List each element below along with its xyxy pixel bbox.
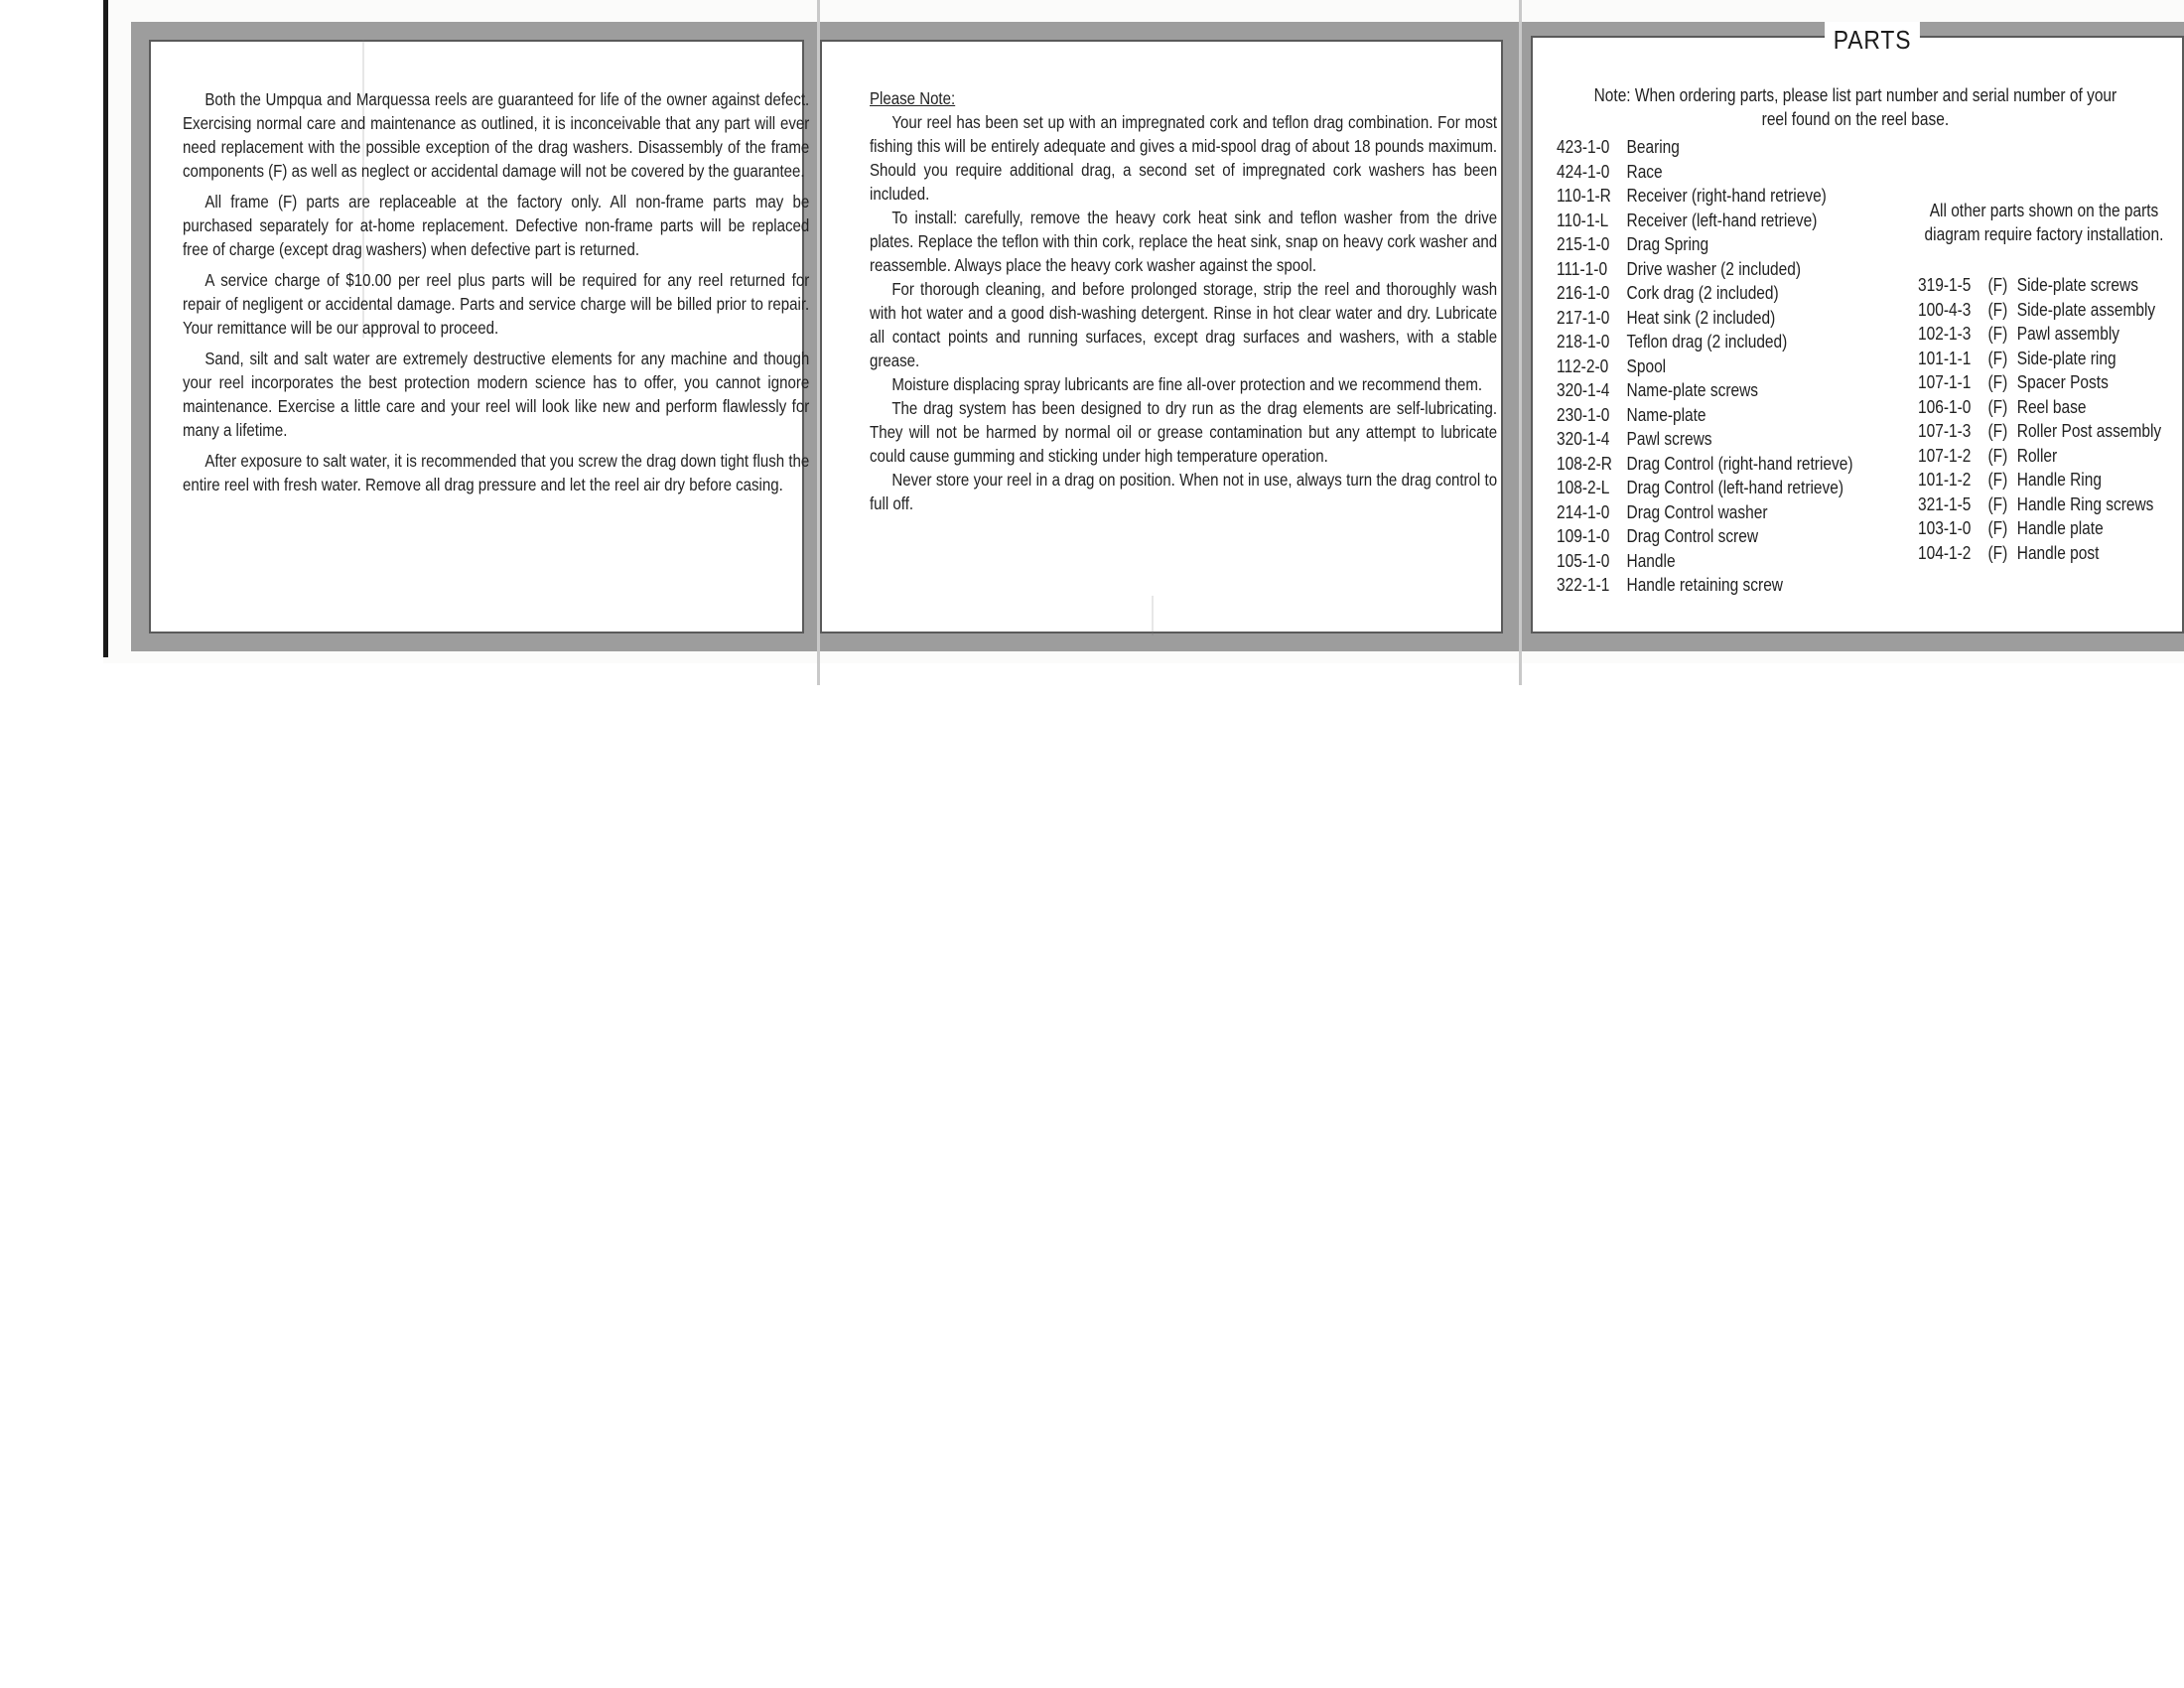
part-number: 216-1-0 xyxy=(1557,283,1610,303)
frame-flag: (F) xyxy=(1987,421,2008,441)
part-name: Side-plate ring xyxy=(2016,348,2116,368)
part-row xyxy=(1557,500,1915,525)
part-name: Name-plate xyxy=(1626,404,1706,425)
part-number: 218-1-0 xyxy=(1557,332,1610,352)
ordering-note: Note: When ordering parts, please list part number and serial number of your reel found on the reel base. xyxy=(1593,85,2117,129)
part-name: Race xyxy=(1626,161,1663,182)
frame-flag: (F) xyxy=(1987,299,2008,320)
part-number: 319-1-5 xyxy=(1918,275,1972,295)
frame-flag: (F) xyxy=(1987,470,2008,490)
paragraph: All frame (F) parts are replaceable at the factory only. All non-frame parts may be purchased separately for at-home replacement. Defective non-frame parts will be replaced free of charge (except drag washers) when defective part is returned. xyxy=(183,192,810,259)
part-name: Name-plate screws xyxy=(1626,380,1759,400)
part-name: Handle Ring xyxy=(2016,470,2102,490)
guarantee-text xyxy=(183,87,809,503)
part-number: 110-1-L xyxy=(1557,210,1609,230)
part-row xyxy=(1557,306,1915,331)
factory-part-row xyxy=(1918,395,2184,420)
paragraph: A service charge of $10.00 per reel plus parts will be required for any reel returned for repair of negligent or accidental damage. Parts and service charge will be billed prior to repair. Your remittance will be our approval to proceed. xyxy=(183,270,810,338)
part-row xyxy=(1557,257,1915,282)
factory-installation-note: All other parts shown on the parts diagram require factory installation. xyxy=(1924,201,2164,244)
part-number: 101-1-2 xyxy=(1918,470,1972,490)
fold-line xyxy=(817,0,820,685)
part-name: Heat sink (2 included) xyxy=(1626,307,1776,328)
part-name: Drag Control screw xyxy=(1626,526,1759,546)
factory-part-row xyxy=(1918,541,2184,566)
part-name: Side-plate screws xyxy=(2016,275,2138,295)
part-number: 423-1-0 xyxy=(1557,137,1610,157)
frame-flag: (F) xyxy=(1987,324,2008,344)
part-name: Drive washer (2 included) xyxy=(1626,258,1802,279)
part-name: Pawl screws xyxy=(1626,429,1712,449)
part-number: 320-1-4 xyxy=(1557,380,1610,400)
paragraph: Both the Umpqua and Marquessa reels are guaranteed for life of the owner against defect. Exercising normal care and maintenance as outlined, it is inconceivable that any part will ever need replacement with the possible exception of the drag washers. Disassembly of the frame components (F) as well as neglect or accidental damage will not be covered by the guarantee. xyxy=(183,89,810,181)
part-name: Cork drag (2 included) xyxy=(1626,283,1779,303)
frame-flag: (F) xyxy=(1987,493,2008,514)
part-row xyxy=(1557,452,1915,477)
paragraph: The drag system has been designed to dry run as the drag elements are self-lubricating. They will not be harmed by normal oil or grease contamination but any attempt to lubricate could cause gumming and sticking under high temperature operation. xyxy=(870,398,1498,466)
factory-part-row xyxy=(1918,468,2184,492)
part-name: Bearing xyxy=(1626,137,1680,157)
part-number: 100-4-3 xyxy=(1918,299,1972,320)
paragraph: Sand, silt and salt water are extremely destructive elements for any machine and though your reel incorporates the best protection modern science has to offer, you cannot ignore maintenance. Exercise a little care and your reel will look like new and perform flawlessly for many a lifetime. xyxy=(183,349,810,440)
paragraph: Never store your reel in a drag on position. When not in use, always turn the drag control to full off. xyxy=(870,470,1498,513)
part-name: Teflon drag (2 included) xyxy=(1626,332,1788,352)
part-number: 230-1-0 xyxy=(1557,404,1610,425)
part-name: Handle retaining screw xyxy=(1626,575,1783,595)
part-row xyxy=(1557,573,1915,598)
factory-part-row xyxy=(1918,419,2184,444)
part-number: 110-1-R xyxy=(1557,186,1611,206)
factory-part-row xyxy=(1918,347,2184,371)
frame-flag: (F) xyxy=(1987,445,2008,466)
drag-care-text xyxy=(870,86,1497,515)
paragraph: For thorough cleaning, and before prolonged storage, strip the reel and thoroughly wash with hot water and a good dish-washing detergent. Rinse in hot clear water and dry. Lubricate all contact points and running surfaces, except drag surfaces and washers, with a stable grease. xyxy=(870,279,1498,370)
part-number: 321-1-5 xyxy=(1918,493,1972,514)
paragraph: After exposure to salt water, it is recommended that you screw the drag down tight flush the entire reel with fresh water. Remove all drag pressure and let the reel air dry before casing. xyxy=(183,451,810,494)
frame-flag: (F) xyxy=(1987,275,2008,295)
part-name: Reel base xyxy=(2016,396,2087,417)
frame-flag: (F) xyxy=(1987,396,2008,417)
part-row xyxy=(1557,160,1915,185)
part-name: Roller Post assembly xyxy=(2016,421,2162,441)
part-name: Drag Control washer xyxy=(1626,501,1768,522)
part-name: Drag Control (right-hand retrieve) xyxy=(1626,453,1853,474)
part-number: 217-1-0 xyxy=(1557,307,1610,328)
part-row xyxy=(1557,549,1915,574)
part-row xyxy=(1557,209,1915,233)
factory-part-row xyxy=(1918,273,2184,298)
part-name: Drag Spring xyxy=(1626,234,1709,254)
parts-title: PARTS xyxy=(1825,22,1920,58)
fold-line xyxy=(1519,0,1522,685)
factory-part-row xyxy=(1918,492,2184,517)
part-name: Roller xyxy=(2016,445,2058,466)
please-note-heading: Please Note: xyxy=(870,88,956,108)
part-name: Handle post xyxy=(2016,542,2100,563)
part-number: 107-1-2 xyxy=(1918,445,1972,466)
part-name: Spacer Posts xyxy=(2016,372,2109,392)
frame-flag: (F) xyxy=(1987,518,2008,538)
part-name: Drag Control (left-hand retrieve) xyxy=(1626,478,1844,497)
part-number: 102-1-3 xyxy=(1918,324,1972,344)
paper-crease xyxy=(1152,596,1154,635)
part-number: 106-1-0 xyxy=(1918,396,1972,417)
part-name: Handle Ring screws xyxy=(2016,493,2154,514)
part-number: 107-1-1 xyxy=(1918,372,1972,392)
part-number: 105-1-0 xyxy=(1557,550,1610,571)
part-name: Receiver (right-hand retrieve) xyxy=(1626,186,1827,206)
part-number: 111-1-0 xyxy=(1557,258,1608,279)
part-name: Spool xyxy=(1626,355,1667,376)
part-number: 322-1-1 xyxy=(1557,575,1610,595)
part-row xyxy=(1557,135,1915,160)
paragraph: To install: carefully, remove the heavy cork heat sink and teflon washer from the drive plates. Replace the teflon with thin cork, replace the heat sink, snap on heavy cork washer and reassemble. Always place the heavy cork washer against the spool. xyxy=(870,208,1498,275)
part-row xyxy=(1557,232,1915,257)
part-row xyxy=(1557,354,1915,379)
factory-part-row xyxy=(1918,298,2184,323)
frame-flag: (F) xyxy=(1987,542,2008,563)
paragraph: Moisture displacing spray lubricants are fine all-over protection and we recommend them. xyxy=(891,374,1483,394)
part-row xyxy=(1557,184,1915,209)
part-number: 109-1-0 xyxy=(1557,526,1610,546)
part-row xyxy=(1557,281,1915,306)
part-row xyxy=(1557,427,1915,452)
part-number: 424-1-0 xyxy=(1557,161,1610,182)
part-number: 214-1-0 xyxy=(1557,501,1610,522)
sheet-edge-rule xyxy=(103,0,108,657)
factory-part-row xyxy=(1918,370,2184,395)
part-name: Side-plate assembly xyxy=(2016,299,2156,320)
part-row xyxy=(1557,378,1915,403)
part-number: 108-2-R xyxy=(1557,453,1612,474)
part-number: 320-1-4 xyxy=(1557,429,1610,449)
paragraph: Your reel has been set up with an impregnated cork and teflon drag combination. For most fishing this will be entirely adequate and gives a mid-spool drag of about 18 pounds maximum. Should you require additional drag, a second set of impregnated cork washers has been included. xyxy=(870,112,1498,204)
part-number: 101-1-1 xyxy=(1918,348,1972,368)
factory-part-row xyxy=(1918,322,2184,347)
factory-part-row xyxy=(1918,444,2184,469)
part-number: 103-1-0 xyxy=(1918,518,1972,538)
factory-parts-list xyxy=(1918,273,2184,565)
part-number: 107-1-3 xyxy=(1918,421,1972,441)
part-row xyxy=(1557,330,1915,354)
parts-list xyxy=(1557,135,1915,598)
part-number: 215-1-0 xyxy=(1557,234,1610,254)
part-number: 108-2-L xyxy=(1557,478,1610,497)
part-name: Handle plate xyxy=(2016,518,2104,538)
frame-flag: (F) xyxy=(1987,372,2008,392)
part-row xyxy=(1557,524,1915,549)
part-number: 104-1-2 xyxy=(1918,542,1972,563)
part-name: Receiver (left-hand retrieve) xyxy=(1626,210,1818,230)
part-name: Pawl assembly xyxy=(2016,324,2120,344)
factory-part-row xyxy=(1918,516,2184,541)
part-row xyxy=(1557,403,1915,428)
part-number: 112-2-0 xyxy=(1557,355,1609,376)
frame-flag: (F) xyxy=(1987,348,2008,368)
part-row xyxy=(1557,476,1915,500)
part-name: Handle xyxy=(1626,550,1676,571)
